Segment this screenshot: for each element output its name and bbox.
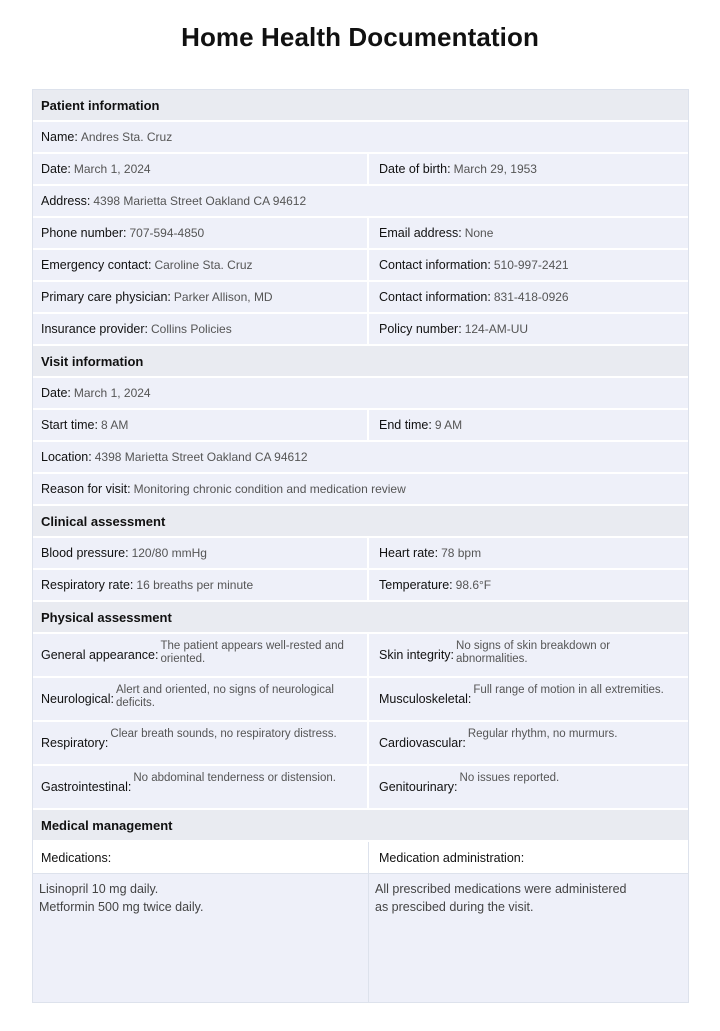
policy-number-field[interactable]: [369, 314, 688, 344]
emergency-contact-field[interactable]: [33, 250, 369, 280]
field-value: Parker Allison, MD: [173, 290, 273, 304]
field-label: Location:: [41, 450, 92, 464]
phone-number-field[interactable]: [33, 218, 369, 248]
field-value: 831-418-0926: [493, 290, 569, 304]
field-row-resp-cardio: [33, 722, 688, 766]
field-row-location: [33, 442, 688, 474]
field-label: Musculoskeletal:: [379, 692, 472, 706]
field-label: Policy number:: [379, 322, 462, 336]
field-row-name: [33, 122, 688, 154]
field-label: Phone number:: [41, 226, 127, 240]
date-of-birth-field[interactable]: [369, 154, 688, 184]
field-value: 120/80 mmHg: [131, 546, 207, 560]
field-value: Regular rhythm, no murmurs.: [467, 728, 618, 740]
neurological-field[interactable]: [33, 678, 369, 720]
field-label: Date:: [41, 162, 71, 176]
field-value: None: [464, 226, 494, 240]
field-value: No issues reported.: [459, 772, 560, 784]
field-label: Date of birth:: [379, 162, 451, 176]
field-label: Heart rate:: [379, 546, 439, 560]
skin-integrity-field[interactable]: [369, 634, 688, 676]
field-label: Insurance provider:: [41, 322, 149, 336]
field-row-neuro-musculo: [33, 678, 688, 722]
field-value: Collins Policies: [151, 322, 232, 336]
medication-line: Lisinopril 10 mg daily.: [39, 882, 159, 896]
section-heading: Patient information: [41, 97, 160, 113]
field-label: End time:: [379, 418, 432, 432]
field-label: Respiratory rate:: [41, 578, 134, 592]
section-physical-assessment: [33, 602, 688, 634]
blood-pressure-field[interactable]: [33, 538, 369, 568]
field-row-insurance: [33, 314, 688, 346]
field-value: 4398 Marietta Street Oakland CA 94612: [94, 450, 308, 464]
reason-for-visit-field[interactable]: [33, 474, 688, 504]
administration-line: All prescribed medications were administered: [375, 882, 627, 896]
field-value: Clear breath sounds, no respiratory distress.: [110, 728, 337, 740]
respiratory-rate-field[interactable]: [33, 570, 369, 600]
field-value: 78 bpm: [441, 546, 482, 560]
field-value: 4398 Marietta Street Oakland CA 94612: [93, 194, 307, 208]
medications-textarea[interactable]: [33, 874, 369, 1002]
field-label: Gastrointestinal:: [41, 780, 132, 794]
field-value: No abdominal tenderness or distension.: [133, 772, 336, 784]
insurance-provider-field[interactable]: [33, 314, 369, 344]
field-row-general-skin: [33, 634, 688, 678]
administration-line: as prescibed during the visit.: [375, 900, 534, 914]
field-row-physician: [33, 282, 688, 314]
gastrointestinal-field[interactable]: [33, 766, 369, 808]
name-field[interactable]: [33, 122, 688, 152]
field-value: 8 AM: [100, 418, 129, 432]
field-label: Medications:: [41, 850, 112, 865]
emergency-contact-info-field[interactable]: [369, 250, 688, 280]
field-row-dates: [33, 154, 688, 186]
field-value: Full range of motion in all extremities.: [473, 684, 664, 696]
medication-line: Metformin 500 mg twice daily.: [39, 900, 204, 914]
field-label: Reason for visit:: [41, 482, 131, 496]
field-value: 707-594-4850: [129, 226, 205, 240]
field-value: 9 AM: [434, 418, 463, 432]
primary-care-physician-field[interactable]: [33, 282, 369, 312]
field-value: March 1, 2024: [73, 162, 151, 176]
field-value: 16 breaths per minute: [136, 578, 254, 592]
field-label: Primary care physician:: [41, 290, 171, 304]
section-heading: Medical management: [41, 817, 173, 833]
medications-heading: [33, 842, 369, 873]
visit-date-field[interactable]: [33, 378, 688, 408]
section-heading: Visit information: [41, 353, 144, 369]
field-value: Monitoring chronic condition and medication review: [133, 482, 406, 496]
section-heading: Clinical assessment: [41, 513, 166, 529]
field-label: Start time:: [41, 418, 98, 432]
field-label: Contact information:: [379, 258, 491, 272]
section-medical-management: [33, 810, 688, 842]
field-row-emergency: [33, 250, 688, 282]
field-label: Contact information:: [379, 290, 491, 304]
field-row-contact: [33, 218, 688, 250]
field-value: 510-997-2421: [493, 258, 569, 272]
field-row-reason: [33, 474, 688, 506]
field-label: Emergency contact:: [41, 258, 152, 272]
medication-administration-textarea[interactable]: [369, 874, 688, 1002]
date-field[interactable]: [33, 154, 369, 184]
field-label: Medication administration:: [379, 850, 525, 865]
email-address-field[interactable]: [369, 218, 688, 248]
field-value: March 1, 2024: [73, 386, 151, 400]
field-value: Alert and oriented, no signs of neurological deficits.: [115, 684, 334, 709]
field-row-gi-gu: [33, 766, 688, 810]
temperature-field[interactable]: [369, 570, 688, 600]
section-patient-information: [33, 90, 688, 122]
field-row-rr-temp: [33, 570, 688, 602]
field-value: 124-AM-UU: [464, 322, 529, 336]
field-value: No signs of skin breakdown or abnormalities.: [456, 640, 611, 665]
respiratory-field[interactable]: [33, 722, 369, 764]
heart-rate-field[interactable]: [369, 538, 688, 568]
medication-administration-heading: [369, 842, 688, 873]
genitourinary-field[interactable]: [369, 766, 688, 808]
address-field[interactable]: [33, 186, 688, 216]
section-heading: Physical assessment: [41, 609, 172, 625]
start-time-field[interactable]: [33, 410, 369, 440]
field-value: Andres Sta. Cruz: [80, 130, 173, 144]
field-label: Address:: [41, 194, 91, 208]
field-value: March 29, 1953: [453, 162, 537, 176]
location-field[interactable]: [33, 442, 688, 472]
field-row-address: [33, 186, 688, 218]
field-label: Date:: [41, 386, 71, 400]
field-row-visit-date: [33, 378, 688, 410]
general-appearance-field[interactable]: [33, 634, 369, 676]
documentation-form: [32, 89, 689, 1003]
field-label: Name:: [41, 130, 78, 144]
section-visit-information: [33, 346, 688, 378]
field-value: Caroline Sta. Cruz: [154, 258, 253, 272]
medical-management-body-row: [33, 874, 688, 1002]
field-row-bp-hr: [33, 538, 688, 570]
field-label: Blood pressure:: [41, 546, 129, 560]
field-label: Neurological:: [41, 692, 114, 706]
field-label: Cardiovascular:: [379, 736, 466, 750]
field-value: The patient appears well-rested and oriented.: [160, 640, 344, 665]
physician-contact-info-field[interactable]: [369, 282, 688, 312]
end-time-field[interactable]: [369, 410, 688, 440]
field-label: Skin integrity:: [379, 648, 455, 662]
field-row-visit-times: [33, 410, 688, 442]
field-label: Genitourinary:: [379, 780, 458, 794]
field-value: 98.6°F: [455, 578, 492, 592]
cardiovascular-field[interactable]: [369, 722, 688, 764]
document-title: Home Health Documentation: [181, 22, 539, 52]
section-clinical-assessment: [33, 506, 688, 538]
field-label: Temperature:: [379, 578, 453, 592]
field-label: Email address:: [379, 226, 462, 240]
field-label: General appearance:: [41, 648, 159, 662]
musculoskeletal-field[interactable]: [369, 678, 688, 720]
medical-management-header-row: [33, 842, 688, 874]
field-label: Respiratory:: [41, 736, 109, 750]
